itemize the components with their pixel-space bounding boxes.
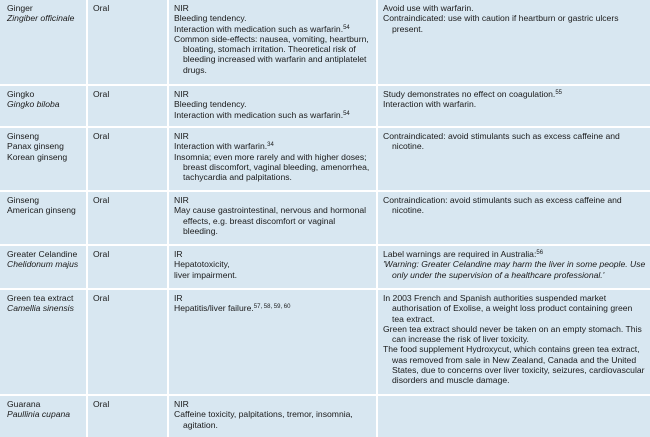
route: Oral xyxy=(93,293,110,303)
effects-cell xyxy=(169,86,376,126)
table-row xyxy=(0,86,650,126)
effect-text: Hepatotoxicity, xyxy=(174,259,230,270)
herb-latin-name: Panax ginseng xyxy=(7,141,64,152)
route-cell xyxy=(88,290,167,394)
note-text: Study demonstrates no effect on coagulation. xyxy=(383,89,556,99)
route: Oral xyxy=(93,131,110,141)
herb-name-cell xyxy=(2,192,86,244)
herb-latin-name: Camellia sinensis xyxy=(7,303,74,314)
note-text: The food supplement Hydroxycut, which contains green tea extract, was removed from sale in New Zealand, Canada and the United States, due to concerns over liver toxicity, seizures, cardiovascular disorders and muscle damage. xyxy=(383,344,645,386)
table-row xyxy=(0,246,650,288)
regulation-status: IR xyxy=(174,249,183,259)
route: Oral xyxy=(93,3,110,13)
table-row xyxy=(0,290,650,394)
notes-cell xyxy=(378,128,650,190)
reference-number: 56 xyxy=(536,250,544,256)
note-text: Interaction with warfarin. xyxy=(383,99,477,110)
herb-name: Gingko xyxy=(7,89,35,99)
effect-text: May cause gastrointestinal, nervous and hormonal effects, e.g. breast discomfort or vaginal bleeding. xyxy=(174,205,367,236)
route: Oral xyxy=(93,89,110,99)
regulation-status: NIR xyxy=(174,89,189,99)
regulation-status: IR xyxy=(174,293,183,303)
route: Oral xyxy=(93,399,110,409)
effect-text: Insomnia; even more rarely and with higher doses; breast discomfort, vaginal bleeding, amenorrhea, tachycardia and palpitations. xyxy=(174,151,370,183)
notes-cell xyxy=(378,86,650,126)
reference-number: 57, 58, 59, 60 xyxy=(253,304,291,311)
effect-text: liver impairment. xyxy=(174,269,238,280)
reference-number: 54 xyxy=(343,110,350,117)
effect-text: Interaction with medication such as warfarin. xyxy=(174,109,344,120)
effects-cell xyxy=(169,128,376,190)
regulation-status: NIR xyxy=(174,131,189,141)
table-row xyxy=(0,192,650,244)
reference-number: 34 xyxy=(267,142,274,149)
route: Oral xyxy=(93,195,110,205)
effects-cell xyxy=(169,396,376,437)
herb-latin-name: Gingko biloba xyxy=(7,99,60,110)
route-cell xyxy=(88,192,167,244)
herb-name-cell xyxy=(2,86,86,126)
table-row xyxy=(0,128,650,190)
label-warning-text: 'Warning: Greater Celandine may harm the liver in some people. Use only under the supervision of a healthcare professional.' xyxy=(383,259,646,280)
route-cell xyxy=(88,86,167,126)
note-text: Contraindicated: avoid stimulants such as excess caffeine and nicotine. xyxy=(383,131,620,152)
reference-number: 54 xyxy=(343,24,350,31)
notes-cell xyxy=(378,396,650,437)
notes-cell xyxy=(378,0,650,84)
notes-cell xyxy=(378,246,650,288)
regulation-status: NIR xyxy=(174,195,189,205)
note-text: Green tea extract should never be taken on an empty stomach. This can increase the risk of liver toxicity. xyxy=(383,323,642,345)
table-row xyxy=(0,396,650,437)
herb-latin-name: Zingiber officinale xyxy=(7,13,75,24)
note-text: Avoid use with warfarin. xyxy=(383,3,474,13)
notes-cell xyxy=(378,290,650,394)
herb-name-cell xyxy=(2,396,86,437)
note-text: Label warnings are required in Australia: xyxy=(383,249,537,259)
effect-text: Interaction with warfarin. xyxy=(174,141,268,152)
route-cell xyxy=(88,0,167,84)
notes-cell xyxy=(378,192,650,244)
effect-text: Common side-effects: nausea, vomiting, heartburn, bloating, stomach irritation. Theoretical risk of bleeding increased with warfarin and antiplatelet drugs. xyxy=(174,33,369,75)
effects-cell xyxy=(169,246,376,288)
effects-cell xyxy=(169,290,376,394)
reference-number: 55 xyxy=(555,90,562,96)
effect-text: Bleeding tendency. xyxy=(174,99,247,110)
herb-name-cell xyxy=(2,128,86,190)
note-text: Contraindicated: use with caution if heartburn or gastric ulcers present. xyxy=(383,13,619,34)
table-row xyxy=(0,0,650,84)
herb-name-cell xyxy=(2,290,86,394)
herb-name-cell xyxy=(2,246,86,288)
herb-name-cell xyxy=(2,0,86,84)
herb-name: Ginseng xyxy=(7,131,40,141)
route-cell xyxy=(88,128,167,190)
route: Oral xyxy=(93,249,110,259)
note-text: In 2003 French and Spanish authorities suspended market authorisation of Exolise, a weight loss product containing green tea extract. xyxy=(383,293,633,324)
herb-name: Green tea extract xyxy=(7,293,74,303)
route-cell xyxy=(88,396,167,437)
effect-text: Bleeding tendency. xyxy=(174,13,247,24)
herb-name: Guarana xyxy=(7,399,41,409)
regulation-status: NIR xyxy=(174,399,189,409)
herb-common-name: Korean ginseng xyxy=(7,151,68,162)
effect-text: Interaction with medication such as warfarin. xyxy=(174,23,344,34)
herb-common-name: American ginseng xyxy=(7,205,76,216)
effect-text: Hepatitis/liver failure. xyxy=(174,303,254,314)
herb-latin-name: Chelidonum majus xyxy=(7,259,79,270)
herb-name: Greater Celandine xyxy=(7,249,78,259)
route-cell xyxy=(88,246,167,288)
effect-text: Caffeine toxicity, palpitations, tremor, insomnia, agitation. xyxy=(174,409,353,430)
effects-cell xyxy=(169,192,376,244)
note-text: Contraindication: avoid stimulants such as excess caffeine and nicotine. xyxy=(383,195,622,216)
regulation-status: NIR xyxy=(174,3,189,13)
effects-cell xyxy=(169,0,376,84)
herb-name: Ginseng xyxy=(7,195,40,205)
herb-name: Ginger xyxy=(7,3,33,13)
herb-latin-name: Paullinia cupana xyxy=(7,409,71,420)
